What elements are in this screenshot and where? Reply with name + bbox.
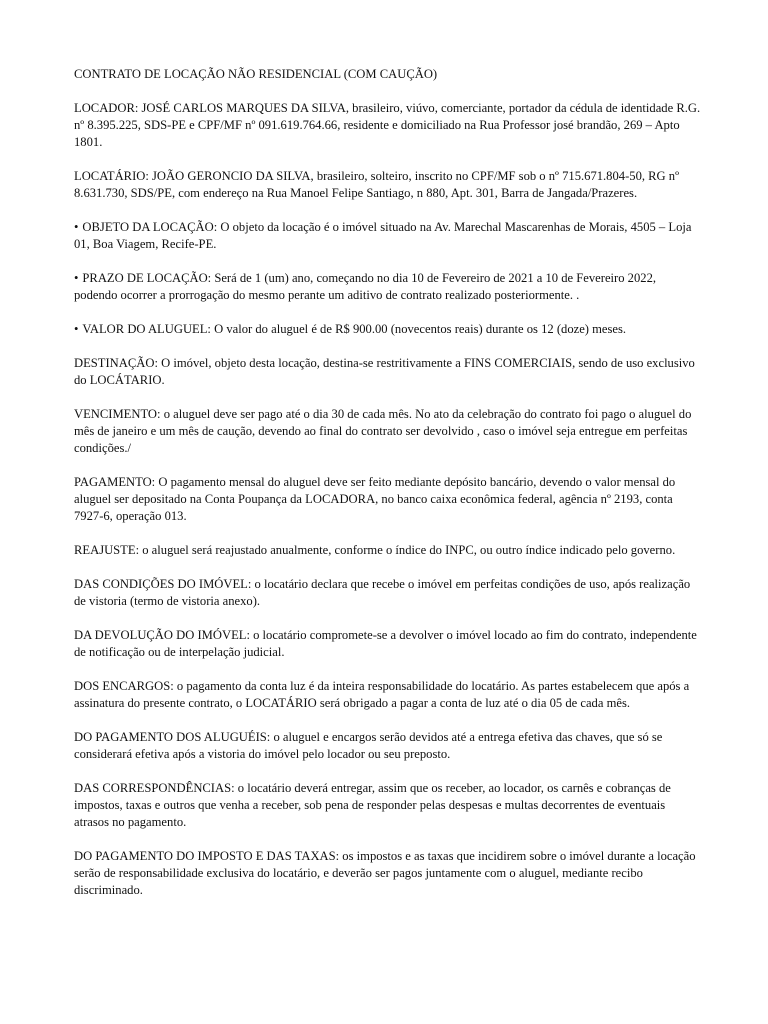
contract-clause: [74, 270, 702, 304]
clause-text: o aluguel e encargos serão devidos até a entrega efetiva das chaves, que só se considerará efetiva após a vistoria do imóvel pelo locador ou seu preposto.: [74, 730, 663, 761]
contract-clause: [74, 678, 702, 712]
clause-heading: DESTINAÇÃO:: [74, 356, 158, 370]
clause-heading: VALOR DO ALUGUEL:: [82, 322, 211, 336]
contract-clause: [74, 168, 702, 202]
clause-text: JOÃO GERONCIO DA SILVA, brasileiro, solteiro, inscrito no CPF/MF sob o nº 715.671.804-50, RG nº 8.631.730, SDS/PE, com endereço na Rua Manoel Felipe Santiago, n 880, Apt. 301, Barra de Jangada/Prazeres.: [74, 169, 680, 200]
clause-heading: PAGAMENTO:: [74, 475, 156, 489]
bullet-icon: •: [74, 220, 79, 234]
clause-heading: DAS CONDIÇÕES DO IMÓVEL:: [74, 577, 252, 591]
clause-text: o aluguel será reajustado anualmente, conforme o índice do INPC, ou outro índice indicado pelo governo.: [142, 543, 676, 557]
contract-clause: [74, 576, 702, 610]
clause-text: JOSÉ CARLOS MARQUES DA SILVA, brasileiro, viúvo, comerciante, portador da cédula de identidade R.G. nº 8.395.225, SDS-PE e CPF/MF nº 091.619.764.66, residente e domiciliado na Rua Professor josé brandão, 269 – Apto 1801.: [74, 101, 701, 149]
clause-text: o locatário compromete-se a devolver o imóvel locado ao fim do contrato, independente de notificação ou de interpelação judicial.: [74, 628, 697, 659]
contract-clause: [74, 406, 702, 457]
contract-clause: [74, 100, 702, 151]
clause-text: o locatário deverá entregar, assim que os receber, ao locador, os carnês e cobranças de impostos, taxas e outros que venha a receber, sob pena de responder pelas despesas e multas decorrentes de eventuais atrasos no pagamento.: [74, 781, 671, 829]
clause-heading: DO PAGAMENTO DO IMPOSTO E DAS TAXAS:: [74, 849, 340, 863]
contract-clause: [74, 627, 702, 661]
clause-text: O imóvel, objeto desta locação, destina-se restritivamente a FINS COMERCIAIS, sendo de uso exclusivo do LOCÁTARIO.: [74, 356, 695, 387]
bullet-icon: •: [74, 322, 79, 336]
clause-text: O pagamento mensal do aluguel deve ser feito mediante depósito bancário, devendo o valor mensal do aluguel ser depositado na Conta Poupança da LOCADORA, no banco caixa econômica federal, agência nº 2193, conta 7927-6, operação 013.: [74, 475, 676, 523]
contract-clause: [74, 780, 702, 831]
contract-clause: [74, 321, 702, 338]
clause-text: o aluguel deve ser pago até o dia 30 de cada mês. No ato da celebração do contrato foi pago o aluguel do mês de janeiro e um mês de caução, devendo ao final do contrato ser devolvido , caso o imóvel seja entregue em perfeitas condições./: [74, 407, 692, 455]
clause-heading: VENCIMENTO:: [74, 407, 161, 421]
clause-heading: DOS ENCARGOS:: [74, 679, 174, 693]
clause-heading: LOCATÁRIO:: [74, 169, 149, 183]
document-page: [74, 66, 702, 916]
clause-heading: REAJUSTE:: [74, 543, 140, 557]
clause-heading: LOCADOR:: [74, 101, 139, 115]
clause-heading: PRAZO DE LOCAÇÃO:: [82, 271, 212, 285]
contract-clause: [74, 219, 702, 253]
clause-heading: DAS CORRESPONDÊNCIAS:: [74, 781, 235, 795]
clause-heading: OBJETO DA LOCAÇÃO:: [82, 220, 218, 234]
contract-clause: [74, 542, 702, 559]
clause-text: O objeto da locação é o imóvel situado na Av. Marechal Mascarenhas de Morais, 4505 – Loja 01, Boa Viagem, Recife-PE.: [74, 220, 692, 251]
contract-clause: [74, 355, 702, 389]
contract-clause: [74, 848, 702, 899]
clause-text: o locatário declara que recebe o imóvel em perfeitas condições de uso, após realização de vistoria (termo de vistoria anexo).: [74, 577, 691, 608]
clause-text: os impostos e as taxas que incidirem sobre o imóvel durante a locação serão de responsabilidade exclusiva do locatário, e deverão ser pagos juntamente com o aluguel, mediante recibo discriminado.: [74, 849, 696, 897]
clause-heading: DA DEVOLUÇÃO DO IMÓVEL:: [74, 628, 250, 642]
contract-sections: [74, 100, 702, 899]
bullet-icon: •: [74, 271, 79, 285]
contract-clause: [74, 474, 702, 525]
clause-text: o pagamento da conta luz é da inteira responsabilidade do locatário. As partes estabelecem que após a assinatura do presente contrato, o LOCATÁRIO será obrigado a pagar a conta de luz até o dia 05 de cada mês.: [74, 679, 690, 710]
contract-clause: [74, 729, 702, 763]
clause-text: Será de 1 (um) ano, começando no dia 10 de Fevereiro de 2021 a 10 de Fevereiro 2022, podendo ocorrer a prorrogação do mesmo perante um aditivo de contrato realizado posteriormente. .: [74, 271, 657, 302]
clause-text: O valor do aluguel é de R$ 900.00 (novecentos reais) durante os 12 (doze) meses.: [214, 322, 627, 336]
clause-heading: DO PAGAMENTO DOS ALUGUÉIS:: [74, 730, 271, 744]
document-title: CONTRATO DE LOCAÇÃO NÃO RESIDENCIAL (COM CAUÇÃO): [74, 67, 438, 81]
